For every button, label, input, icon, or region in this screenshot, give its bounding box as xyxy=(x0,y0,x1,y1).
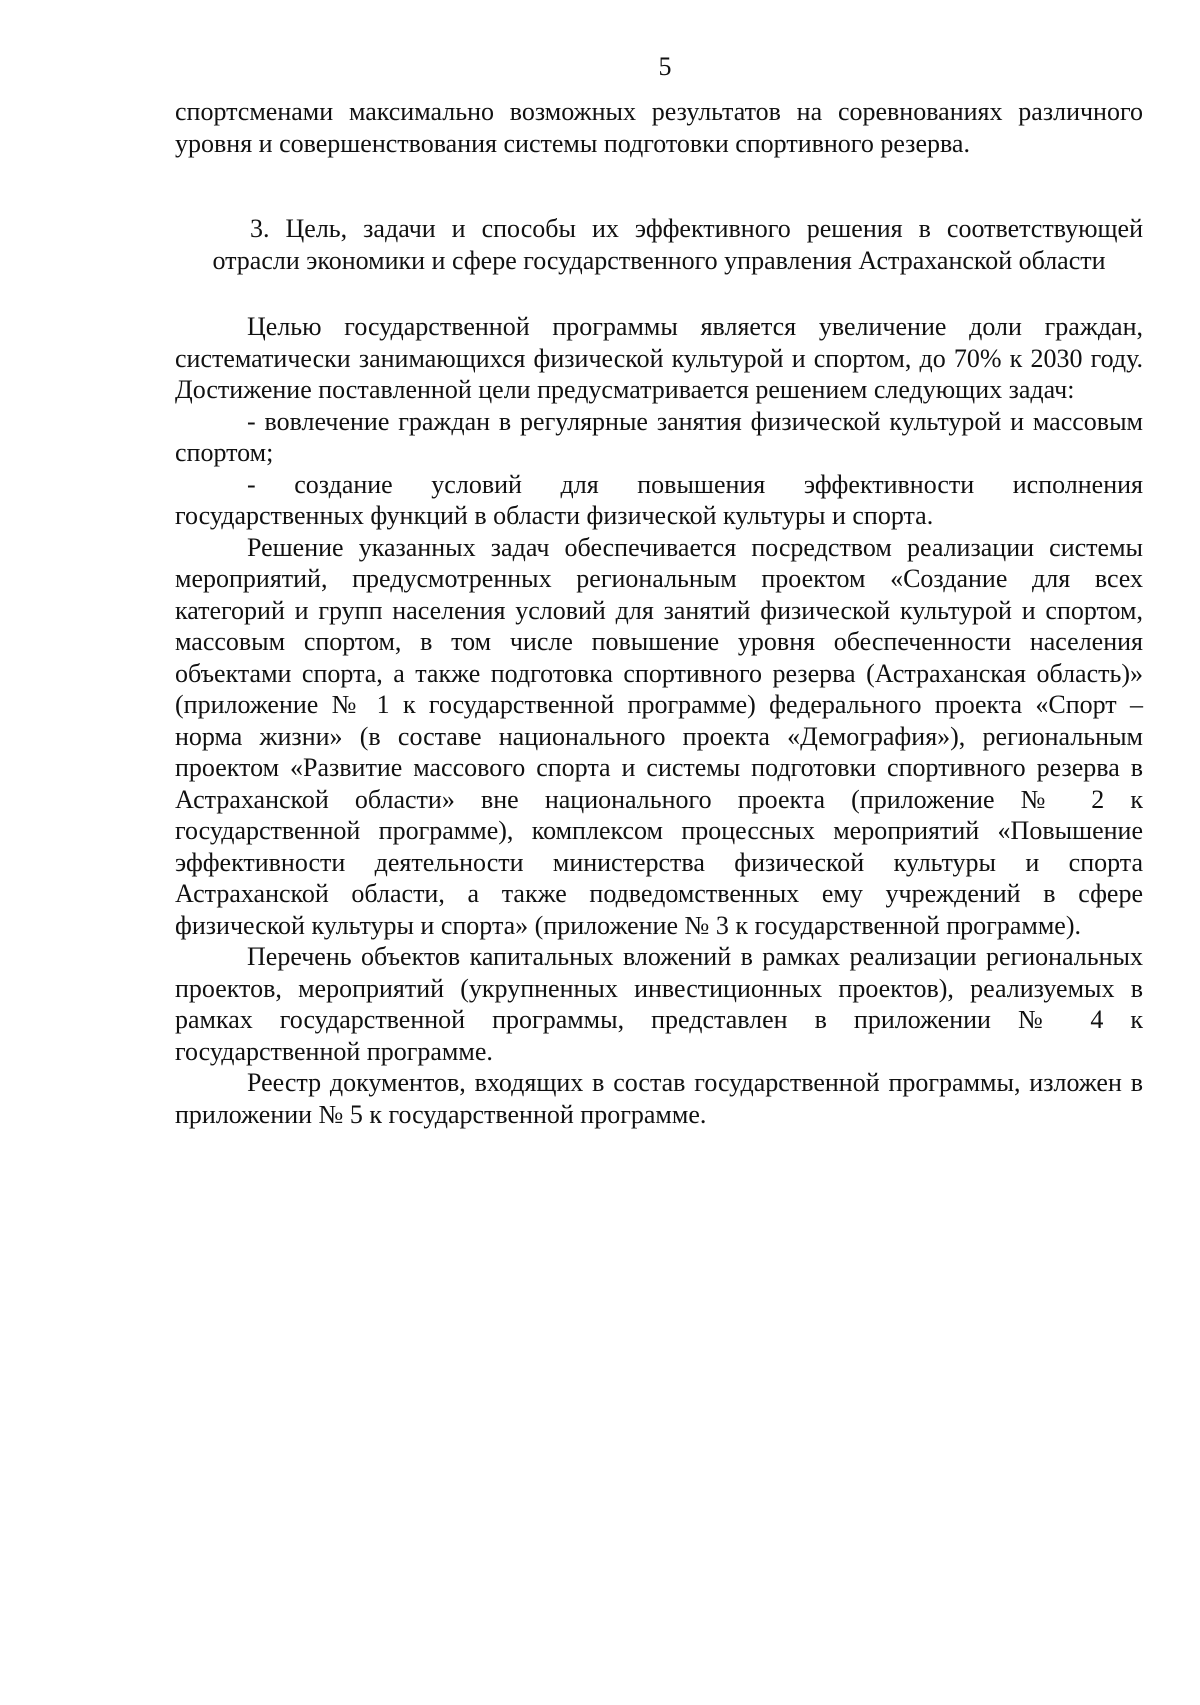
section-heading-text: 3. Цель, задачи и способы их эффективного решения в соответствующей отрасли экономики и сфере государственного управления Астраханской области xyxy=(212,214,1143,275)
task-item-1: - вовлечение граждан в регулярные занятия физической культурой и массовым спортом; xyxy=(175,406,1143,467)
task-item-2: - создание условий для повышения эффективности исполнения государственных функций в области физической культуры и спорта. xyxy=(175,469,1143,530)
goal-paragraph: Целью государственной программы является увеличение доли граждан, систематически занимающихся физической культурой и спортом, до 70% к 2030 году. Достижение поставленной цели предусматривается решением следующих задач: xyxy=(175,312,1143,404)
registry-paragraph: Реестр документов, входящих в состав государственной программы, изложен в приложении № 5 к государственной программе. xyxy=(175,1068,1143,1129)
continuation-paragraph: спортсменами максимально возможных результатов на соревнованиях различного уровня и совершенствования системы подготовки спортивного резерва. xyxy=(175,97,1143,158)
page-number: 5 xyxy=(658,52,672,81)
document-body xyxy=(175,96,1143,1130)
capital-investments-paragraph: Перечень объектов капитальных вложений в рамках реализации региональных проектов, мероприятий (укрупненных инвестиционных проектов), реализуемых в рамках государственной программы, представлен в приложении № 4 к государственной программе. xyxy=(175,942,1143,1066)
section-heading xyxy=(175,213,1143,276)
implementation-paragraph: Решение указанных задач обеспечивается посредством реализации системы мероприятий, предусмотренных региональным проектом «Создание для всех категорий и групп населения условий для занятий физической культурой и спортом, массовым спортом, в том числе повышение уровня обеспеченности населения объектами спорта, а также подготовка спортивного резерва (Астраханская область)» (приложение № 1 к государственной программе) федерального проекта «Спорт – норма жизни» (в составе национального проекта «Демография»), региональным проектом «Развитие массового спорта и системы подготовки спортивного резерва в Астраханской области» вне национального проекта (приложение № 2 к государственной программе), комплексом процессных мероприятий «Повышение эффективности деятельности министерства физической культуры и спорта Астраханской области, а также подведомственных ему учреждений в сфере физической культуры и спорта» (приложение № 3 к государственной программе). xyxy=(175,532,1143,940)
